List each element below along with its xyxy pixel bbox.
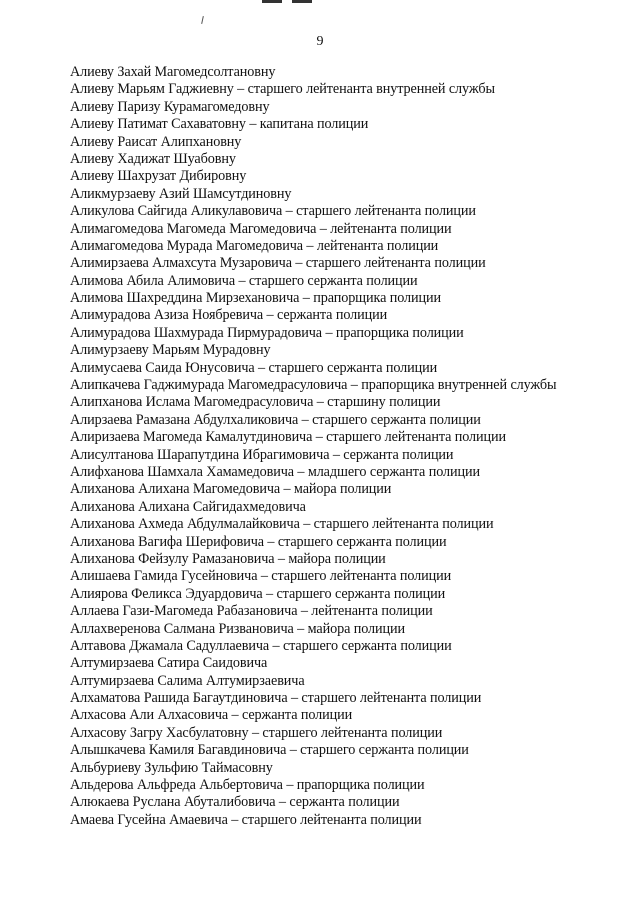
list-item: Алюкаева Руслана Абуталибовича – сержанта полиции [70,794,400,811]
list-item: Алышкачева Камиля Багавдиновича – старшего сержанта полиции [70,742,469,759]
list-item: Алиеву Паризу Курамагомедовну [70,98,270,115]
list-item: Альбуриеву Зульфию Таймасовну [70,759,273,776]
list-item: Алиеву Марьям Гаджиевну – старшего лейтенанта внутренней службы [70,81,495,98]
list-item: Алиханова Фейзулу Рамазановича – майора полиции [70,550,386,567]
list-item: Алтумирзаева Салима Алтумирзаевича [70,672,305,689]
list-item: Алимагомедова Мурада Магомедовича – лейтенанта полиции [70,237,439,254]
list-item: Алиханова Ахмеда Абдулмалайковича – старшего лейтенанта полиции [70,516,494,533]
scan-mark-top [292,0,312,3]
list-item: Алисултанова Шарапутдина Ибрагимовича – сержанта полиции [70,446,454,463]
list-item: Алимова Абила Алимовича – старшего сержанта полиции [70,272,418,289]
list-item: Алиханова Вагифа Шерифовича – старшего сержанта полиции [70,533,447,550]
list-item: Алипкачева Гаджимурада Магомедрасуловича – прапорщика внутренней службы [70,377,557,394]
list-item: Алимурзаеву Марьям Мурадовну [70,342,271,359]
list-item: Алхаматова Рашида Багаутдиновича – старшего лейтенанта полиции [70,690,482,707]
list-item: Аликулова Сайгида Аликулавовича – старшего лейтенанта полиции [70,203,476,220]
name-list [70,64,557,829]
list-item: Алимагомедова Магомеда Магомедовича – лейтенанта полиции [70,220,452,237]
list-item: Алиеву Раисат Алипхановну [70,133,242,150]
list-item: Алипханова Ислама Магомедрасуловича – старшину полиции [70,394,441,411]
page-number: 9 [316,34,324,49]
list-item: Алиризаева Магомеда Камалутдиновича – старшего лейтенанта полиции [70,429,506,446]
list-item: Алтавова Джамала Садуллаевича – старшего сержанта полиции [70,637,452,654]
list-item: Алиханова Алихана Магомедовича – майора полиции [70,481,392,498]
list-item: Аллаева Гази-Магомеда Рабазановича – лейтенанта полиции [70,603,433,620]
list-item: Алиеву Захай Магомедсолтановну [70,64,276,80]
list-item: Алимирзаева Алмахсута Музаровича – старшего лейтенанта полиции [70,255,486,272]
list-item: Алтумирзаева Сатира Саидовича [70,655,268,672]
list-item: Алирзаева Рамазана Абдулхаликовича – старшего сержанта полиции [70,411,481,428]
list-item: Алифханова Шамхала Хамамедовича – младшего сержанта полиции [70,463,480,480]
list-item: Алимурадова Азиза Ноябревича – сержанта полиции [70,307,388,324]
list-item: Алиеву Хадижат Шуабовну [70,150,236,167]
list-item: Алимусаева Саида Юнусовича – старшего сержанта полиции [70,359,438,376]
list-item: Аликмурзаеву Азий Шамсутдиновну [70,185,292,202]
list-item: Алиеву Патимат Сахаватовну – капитана полиции [70,116,369,133]
list-item: Алишаева Гамида Гусейновича – старшего лейтенанта полиции [70,568,452,585]
list-item: Алиярова Феликса Эдуардовича – старшего сержанта полиции [70,585,446,602]
list-item: Алиеву Шахрузат Дибировну [70,168,247,185]
list-item: Алимова Шахреддина Мирзехановича – прапорщика полиции [70,290,441,307]
scan-tick [201,16,204,24]
list-item: Аллахверенова Салмана Ризвановича – майора полиции [70,620,405,637]
list-item: Альдерова Альфреда Альбертовича – прапорщика полиции [70,777,425,794]
list-item: Алимурадова Шахмурада Пирмурадовича – прапорщика полиции [70,324,464,341]
list-item: Амаева Гусейна Амаевича – старшего лейтенанта полиции [70,811,422,828]
list-item: Алиханова Алихана Сайгидахмедовича [70,498,306,515]
list-item: Алхасову Загру Хасбулатовну – старшего лейтенанта полиции [70,724,443,741]
scan-mark-top [262,0,282,3]
list-item: Алхасова Али Алхасовича – сержанта полиции [70,707,353,724]
